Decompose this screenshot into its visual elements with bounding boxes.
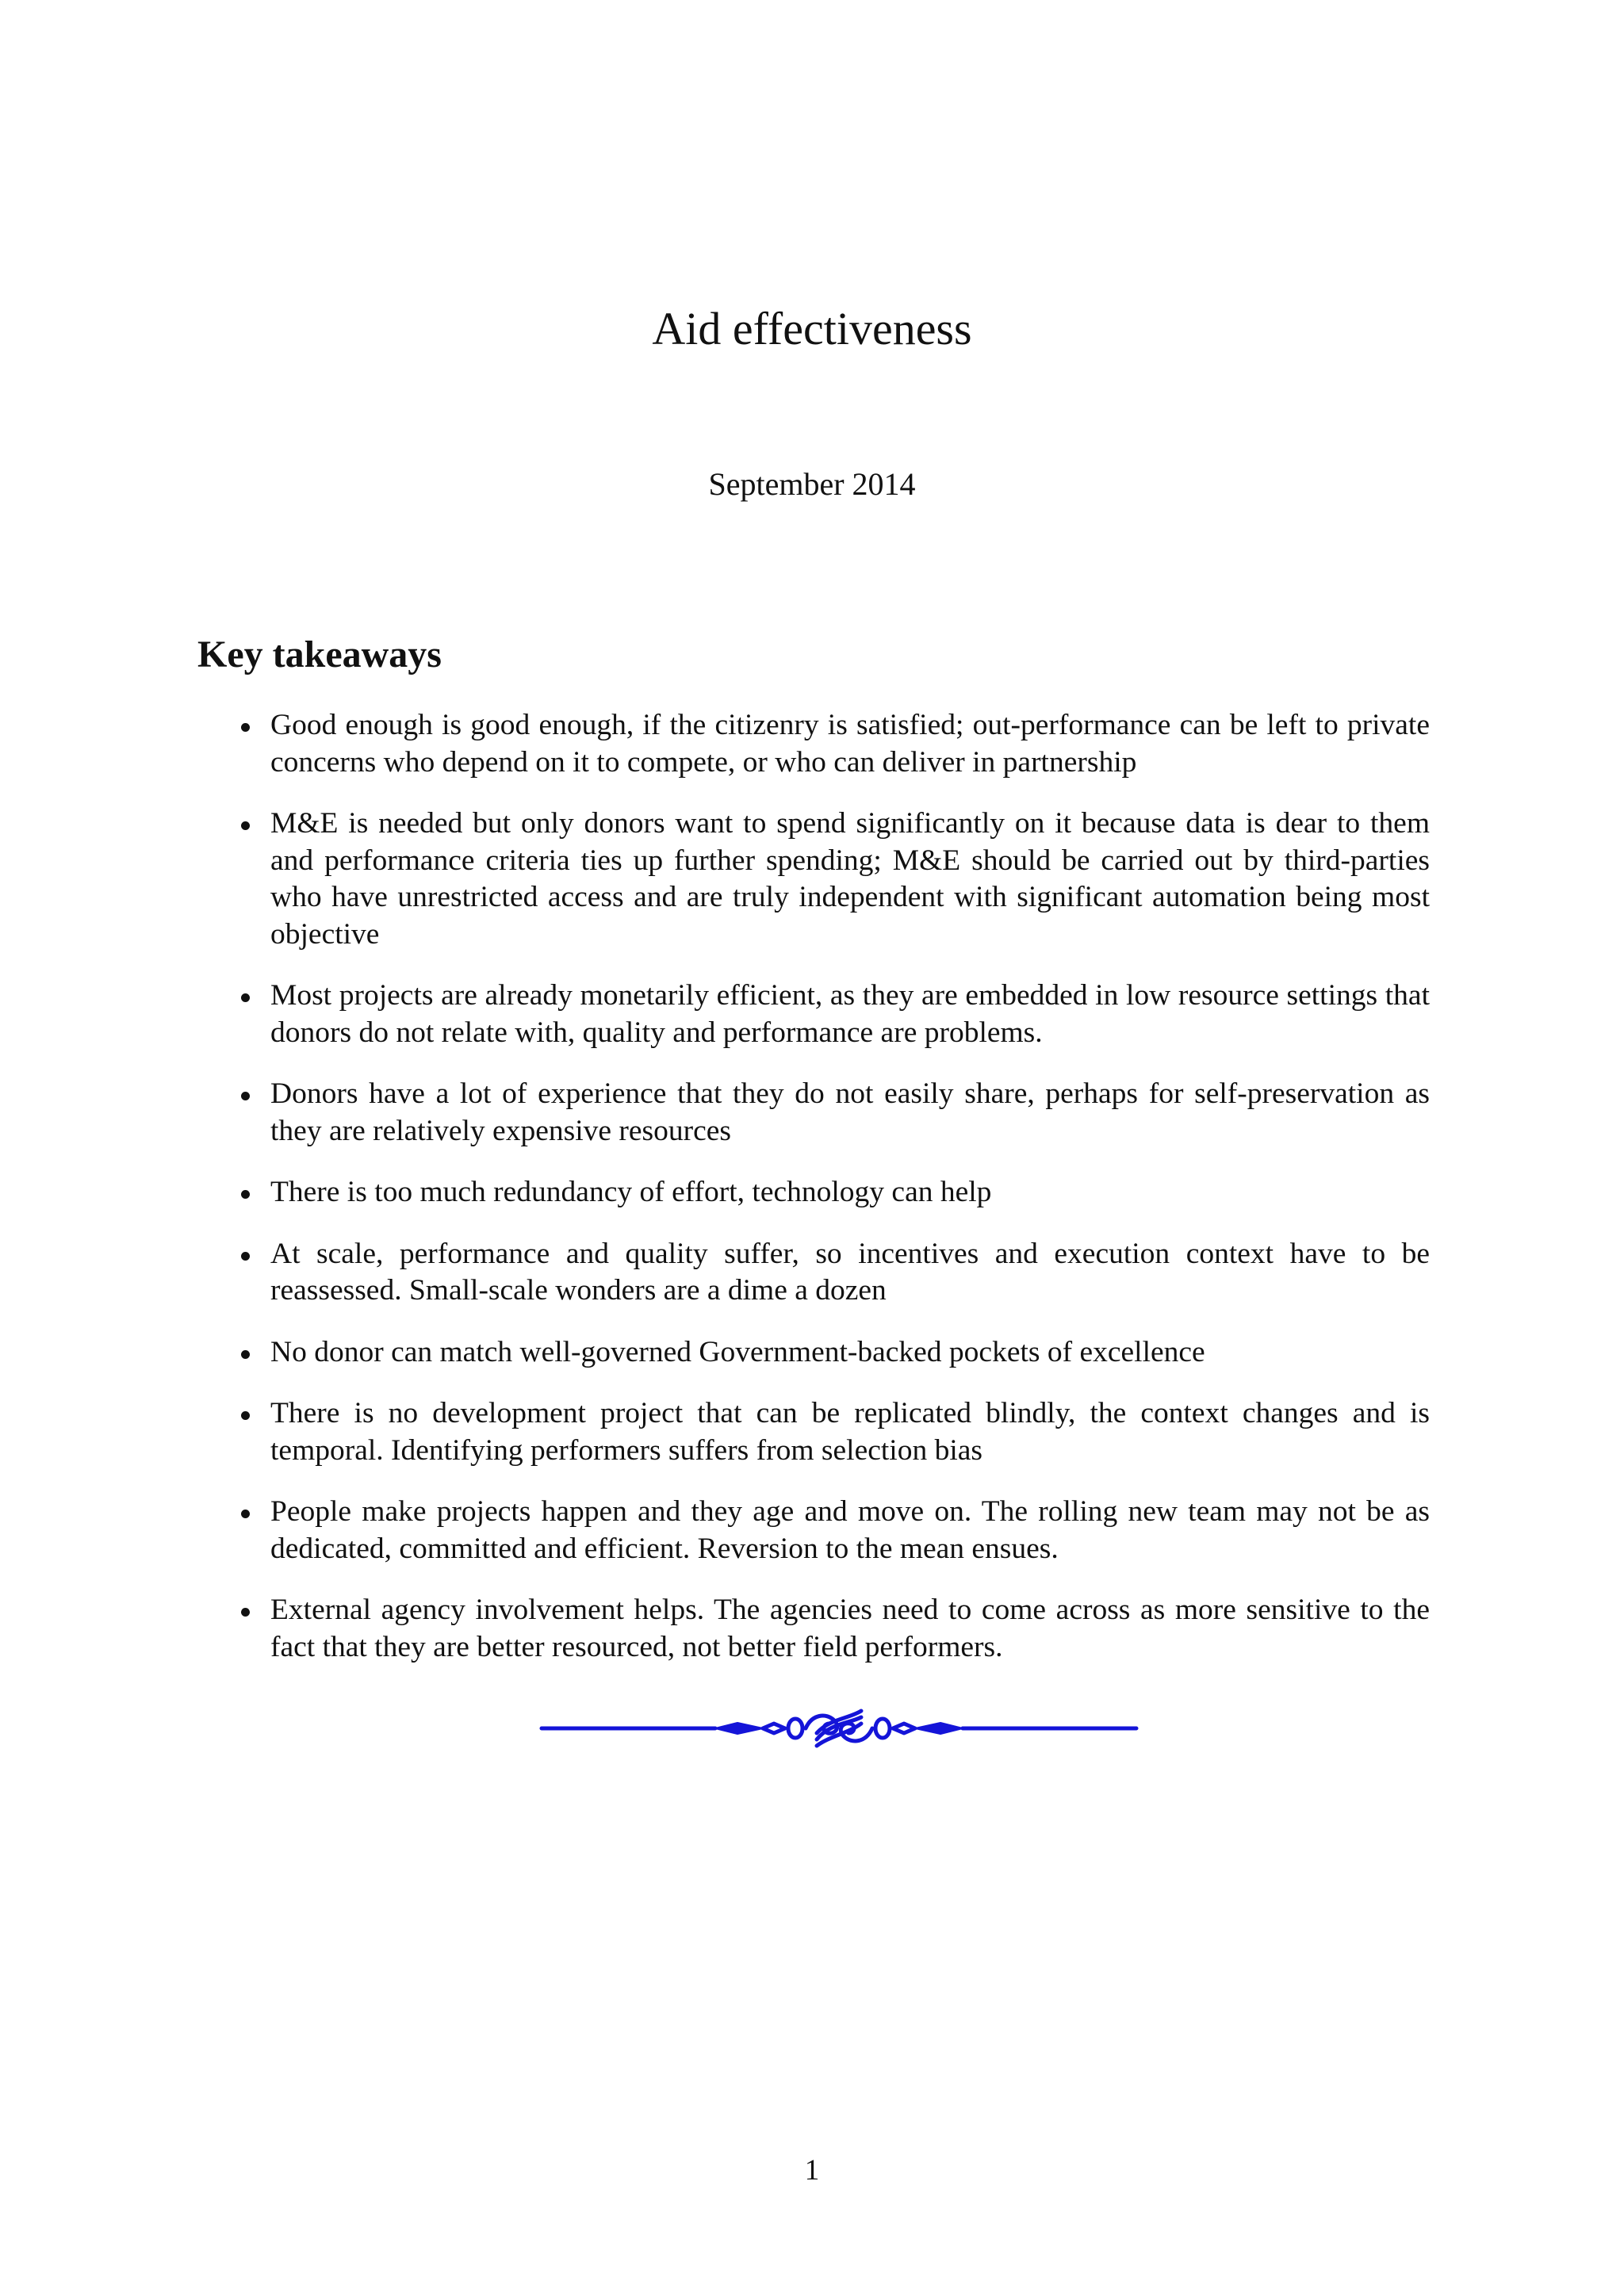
list-item-text: No donor can match well-governed Government-backed pockets of excellence [270,1335,1205,1368]
bullet-icon [241,1092,250,1100]
list-item [270,707,1430,781]
list-item [270,1236,1430,1310]
bullet-icon [241,1411,250,1420]
list-item-text: M&E is needed but only donors want to spend significantly on it because data is dear to them and performance criteria ties up further spending; M&E should be carried out by third-parties who have unrestricted access and are truly independent with significant automation being most objective [270,807,1430,951]
bullet-icon [241,993,250,1002]
list-item-text: At scale, performance and quality suffer, so incentives and execution context have to be reassessed. Small-scale wonders are a dime a dozen [270,1237,1430,1307]
list-item [270,1395,1430,1469]
document-title: Aid effectiveness [652,303,972,354]
list-item-text: There is no development project that can be replicated blindly, the context changes and is temporal. Identifying performers suffers from selection bias [270,1397,1430,1467]
bullet-icon [241,821,250,830]
list-item-text: Good enough is good enough, if the citizenry is satisfied; out-performance can be left to private concerns who depend on it to compete, or who can deliver in partnership [270,709,1430,779]
document-date: September 2014 [708,466,916,502]
list-item-text: Donors have a lot of experience that they do not easily share, perhaps for self-preservation as they are relatively expensive resources [270,1077,1430,1147]
list-item [270,1076,1430,1150]
list-item [270,1334,1430,1372]
section-heading-key-takeaways: Key takeaways [197,633,442,675]
list-item [270,1592,1430,1666]
bullet-icon [241,1608,250,1617]
bullet-icon [241,1510,250,1518]
list-item [270,806,1430,953]
flourish-divider-icon [539,1705,1139,1752]
list-item-text: External agency involvement helps. The agencies need to come across as more sensitive to the fact that they are better resourced, not better field performers. [270,1594,1430,1663]
takeaways-list [270,707,1430,1690]
list-item-text: Most projects are already monetarily efficient, as they are embedded in low resource settings that donors do not relate with, quality and performance are problems. [270,979,1430,1049]
bullet-icon [241,1252,250,1261]
list-item [270,978,1430,1051]
list-item-text: People make projects happen and they age and move on. The rolling new team may not be as dedicated, committed and efficient. Reversion to the mean ensues. [270,1495,1430,1565]
bullet-icon [241,723,250,732]
page-number: 1 [804,2154,820,2187]
list-item [270,1494,1430,1567]
bullet-icon [241,1190,250,1199]
list-item-text: There is too much redundancy of effort, technology can help [270,1176,992,1208]
bullet-icon [241,1350,250,1359]
list-item [270,1174,1430,1211]
